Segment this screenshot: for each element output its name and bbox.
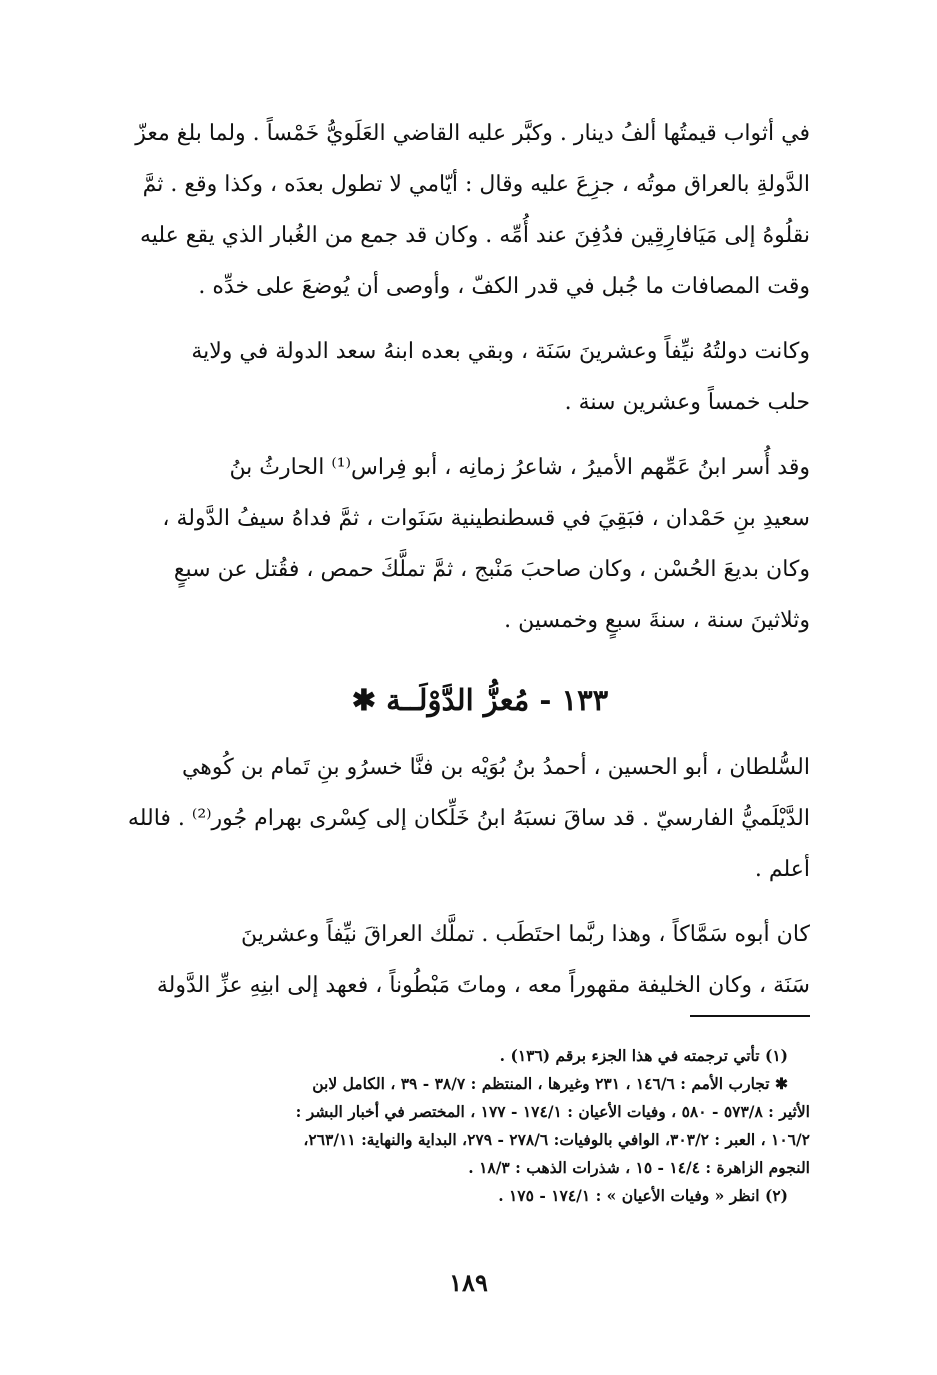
footnote-sources-line: النجوم الزاهرة : ١٤/٤ - ١٥ ، شذرات الذهب : ١٨/٣ . (468, 1158, 810, 1177)
text-line: وقد أُسر ابنُ عَمِّهم الأميرُ ، شاعرُ زمانِه ، أبو فِراس⁽¹⁾ الحارثُ بنُ (229, 455, 810, 480)
footnote-2: (٢) انظر « وفيات الأعيان » : ١٧٤/١ - ١٧٥ . (498, 1186, 788, 1205)
text-line: الدَّيْلَميُّ الفارسيّ . قد ساقَ نسبَهُ ابنُ خَلِّكان إلى كِسْرى بهرام جُور⁽²⁾ . فالله (127, 806, 810, 831)
footnote-separator (690, 1015, 810, 1017)
text-line: نقلُوهُ إلى مَيَافارِقِين فدُفِنَ عند أُمِّه . وكان قد جمع من الغُبار الذي يقع عليه (139, 223, 810, 248)
text-line: أعلم . (754, 857, 810, 882)
paragraph-3 (150, 442, 810, 646)
section-heading: ١٣٣ - مُعزُّ الدَّوْلَــة ✱ (351, 683, 609, 717)
footnote-sources-line: ١٠٦/٢ ، العبر : ٣٠٣/٢، الوافي بالوفيات: ٢٧٨/٦ - ٢٧٩، البداية والنهاية: ٢٦٣/١١، (303, 1130, 810, 1149)
paragraph-5 (150, 909, 810, 1011)
footnote-sources: ✱ تجارب الأمم : ١٤٦/٦ ، ٢٣١ وغيرها ، المنتظم : ٣٨/٧ - ٣٩ ، الكامل لابن (312, 1074, 788, 1093)
paragraph-4 (127, 742, 810, 895)
text-line: وثلاثينَ سنة ، سنةَ سبعٍ وخمسين . (504, 608, 810, 633)
book-page (127, 108, 810, 1011)
footnotes (150, 1042, 810, 1210)
text-line: السُّلطان ، أبو الحسين ، أحمدُ بنُ بُوَيْه بن فنَّا خسرُو بنِ تَمام بن كُوهي (181, 755, 810, 780)
page-number: ١٨٩ (449, 1268, 488, 1297)
text-line: سعيدِ بنِ حَمْدان ، فبَقِيَ في قسطنطينية سَنَوات ، ثمَّ فداهُ سيفُ الدَّولة ، (162, 506, 810, 531)
text-line: وقت المصافات ما جُبل في قدر الكفّ ، وأوصى أن يُوضعَ على خدِّه . (198, 274, 810, 299)
footnote-1: (١) تأتي ترجمته في هذا الجزء برقم (١٣٦) . (499, 1046, 788, 1065)
footnote-sources-line: الأثير : ٥٧٣/٨ - ٥٨٠ ، وفيات الأعيان : ١٧٤/١ - ١٧٧ ، المختصر في أخبار البشر : (295, 1102, 810, 1121)
text-line: الدَّولةِ بالعراق موتُه ، جزِعَ عليه وقال : أيّامي لا تطول بعدَه ، وكذا وقع . ثمَّ (142, 172, 810, 197)
text-line: في أثواب قيمتُها ألفُ دينار . وكبَّر عليه القاضي العَلَويُّ خَمْساً . ولما بلغ معزّ (135, 121, 810, 146)
text-line: سَنَة ، وكان الخليفة مقهوراً معه ، وماتَ مَبْطُوناً ، فعهد إلى ابنِهِ عزِّ الدَّولة (156, 973, 810, 998)
paragraph-1 (135, 108, 810, 312)
text-line: وكانت دولتُهُ نيِّفاً وعشرينَ سَنَة ، وبقي بعده ابنهُ سعد الدولة في ولاية (191, 339, 810, 364)
paragraph-2 (150, 326, 810, 428)
text-line: حلب خمساً وعشرين سنة . (564, 390, 810, 415)
text-line: وكان بديعَ الحُسْن ، وكان صاحبَ مَنْبج ، ثمَّ تملَّكَ حمص ، فقُتل عن سبعٍ (173, 557, 810, 582)
text-line: كان أبوه سَمَّاكاً ، وهذا ربَّما احتَطَب . تملَّك العراقَ نيِّفاً وعشرينَ (241, 922, 810, 947)
